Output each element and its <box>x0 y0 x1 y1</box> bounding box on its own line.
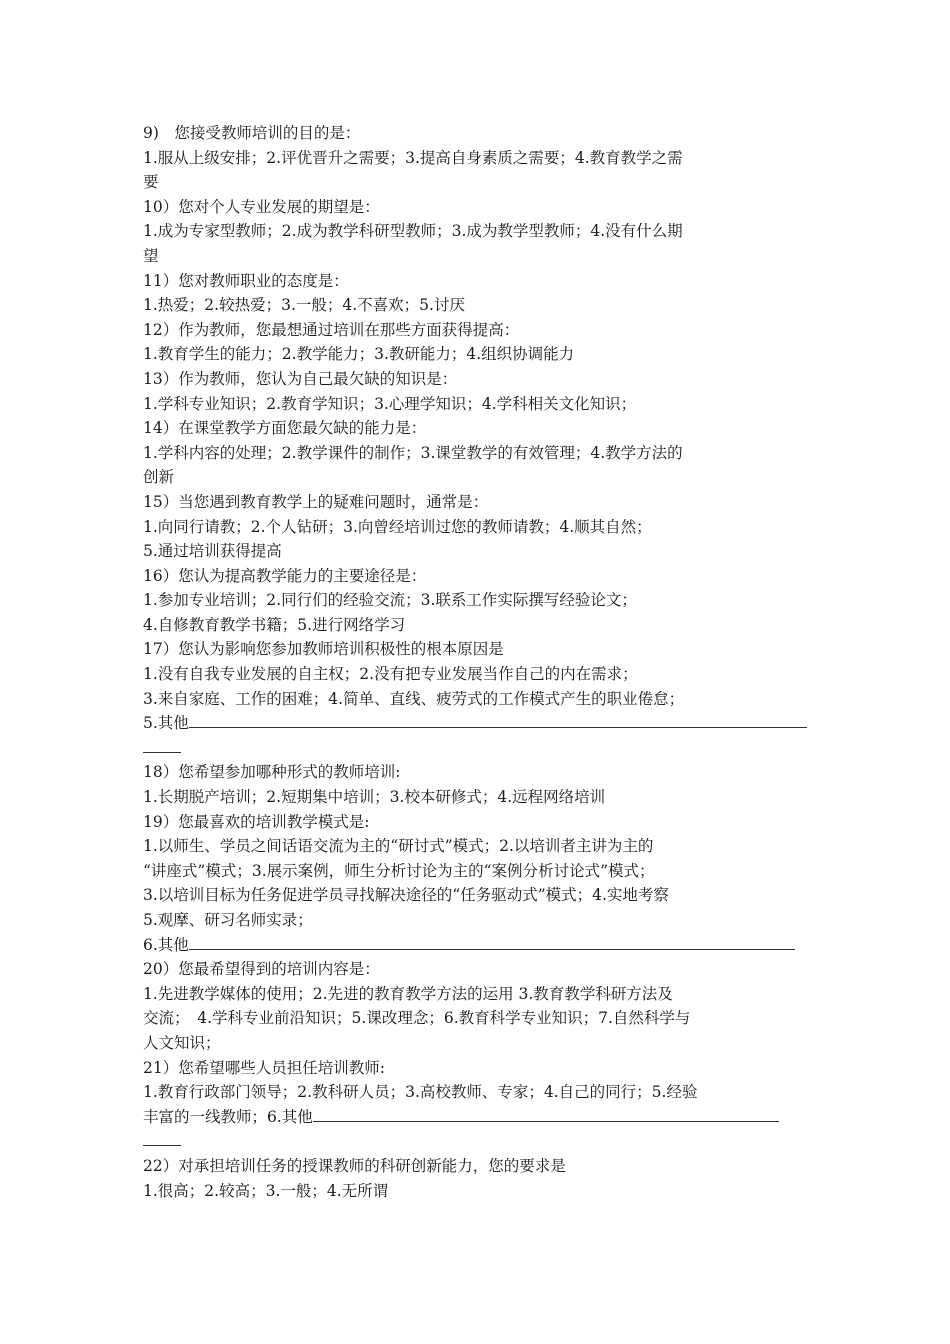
fill-blank-21-cont[interactable] <box>143 1129 181 1146</box>
question-22: 22）对承担培训任务的授课教师的科研创新能力，您的要求是 <box>143 1156 566 1175</box>
fill-blank-21[interactable] <box>313 1105 779 1122</box>
options-19-line-5 <box>143 933 815 958</box>
options-20-line-3: 人文知识； <box>143 1033 221 1052</box>
question-21: 21）您希望哪些人员担任培训教师: <box>143 1058 385 1077</box>
options-12: 1.教育学生的能力；2.教学能力；3.教研能力；4.组织协调能力 <box>143 345 575 364</box>
options-9-line-2: 要 <box>143 173 159 192</box>
question-20: 20）您最希望得到的培训内容是： <box>143 960 380 979</box>
options-14-line-1: 1.学科内容的处理；2.教学课件的制作；3.课堂教学的有效管理；4.教学方法的 <box>143 443 683 462</box>
question-16: 16）您认为提高教学能力的主要途径是： <box>143 566 427 585</box>
options-14-line-2: 创新 <box>143 468 175 487</box>
options-20-line-1: 1.先进教学媒体的使用；2.先进的教育教学方法的运用 3.教育教学科研方法及 <box>143 984 673 1003</box>
question-15: 15）当您遇到教育教学上的疑难问题时，通常是： <box>143 492 489 511</box>
options-19-line-3: 3.以培训目标为任务促进学员寻找解决途径的“任务驱动式”模式；4.实地考察 <box>143 886 669 905</box>
options-22: 1.很高；2.较高；3.一般；4.无所谓 <box>143 1181 389 1200</box>
question-12: 12）作为教师，您最想通过培训在那些方面获得提高： <box>143 320 520 339</box>
options-19-line-1: 1.以师生、学员之间话语交流为主的“研讨式”模式；2.以培训者主讲为主的 <box>143 837 654 856</box>
options-19-line-2: “讲座式”模式；3.展示案例，师生分析讨论为主的“案例分析讨论式”模式； <box>143 861 655 880</box>
question-13: 13）作为教师，您认为自己最欠缺的知识是： <box>143 369 458 388</box>
options-9-line-1: 1.服从上级安排；2.评优晋升之需要；3.提高自身素质之需要；4.教育教学之需 <box>143 148 683 167</box>
options-15-line-2: 5.通过培训获得提高 <box>143 542 282 561</box>
options-10-line-1: 1.成为专家型教师；2.成为教学科研型教师；3.成为教学型教师；4.没有什么期 <box>143 222 683 241</box>
question-19: 19）您最喜欢的培训教学模式是: <box>143 812 370 831</box>
options-21-line-3 <box>143 1129 815 1154</box>
options-18: 1.长期脱产培训；2.短期集中培训；3.校本研修式；4.远程网络培训 <box>143 788 606 807</box>
fill-blank-17-cont[interactable] <box>143 736 181 753</box>
options-20-line-2: 交流； 4.学科专业前沿知识；5.课改理念；6.教育科学专业知识；7.自然科学与 <box>143 1009 691 1028</box>
fill-blank-19[interactable] <box>189 933 795 950</box>
options-10-line-2: 望 <box>143 246 159 265</box>
options-16-line-2: 4.自修教育教学书籍；5.进行网络学习 <box>143 615 406 634</box>
other-label-21: 丰富的一线教师；6.其他 <box>143 1107 313 1126</box>
options-11: 1.热爱；2.较热爱；3.一般；4.不喜欢；5.讨厌 <box>143 296 465 315</box>
options-13: 1.学科专业知识；2.教育学知识；3.心理学知识；4.学科相关文化知识； <box>143 394 637 413</box>
document-page <box>143 121 815 1203</box>
options-17-line-2: 3.来自家庭、工作的困难；4.简单、直线、疲劳式的工作模式产生的职业倦怠； <box>143 689 685 708</box>
question-11: 11）您对教师职业的态度是： <box>143 271 349 290</box>
question-14: 14）在课堂教学方面您最欠缺的能力是： <box>143 419 427 438</box>
question-17: 17）您认为影响您参加教师培训积极性的根本原因是 <box>143 640 504 659</box>
options-21-line-1: 1.教育行政部门领导；2.教科研人员；3.高校教师、专家；4.自己的同行；5.经验 <box>143 1083 698 1102</box>
question-18: 18）您希望参加哪种形式的教师培训: <box>143 763 401 782</box>
options-16-line-1: 1.参加专业培训；2.同行们的经验交流；3.联系工作实际撰写经验论文； <box>143 591 637 610</box>
other-label-19: 6.其他 <box>143 935 189 954</box>
options-17-line-4 <box>143 736 815 761</box>
options-15-line-1: 1.向同行请教；2.个人钻研；3.向曾经培训过您的教师请教；4.顺其自然； <box>143 517 652 536</box>
question-10: 10）您对个人专业发展的期望是： <box>143 197 380 216</box>
options-19-line-4: 5.观摩、研习名师实录； <box>143 911 313 929</box>
fill-blank-17[interactable] <box>189 711 807 728</box>
other-label-17: 5.其他 <box>143 714 189 733</box>
options-17-line-1: 1.没有自我专业发展的自主权；2.没有把专业发展当作自己的内在需求； <box>143 665 638 684</box>
question-9: 9) 您接受教师培训的目的是： <box>143 124 361 142</box>
options-21-line-2 <box>143 1105 815 1130</box>
options-17-line-3 <box>143 711 815 736</box>
